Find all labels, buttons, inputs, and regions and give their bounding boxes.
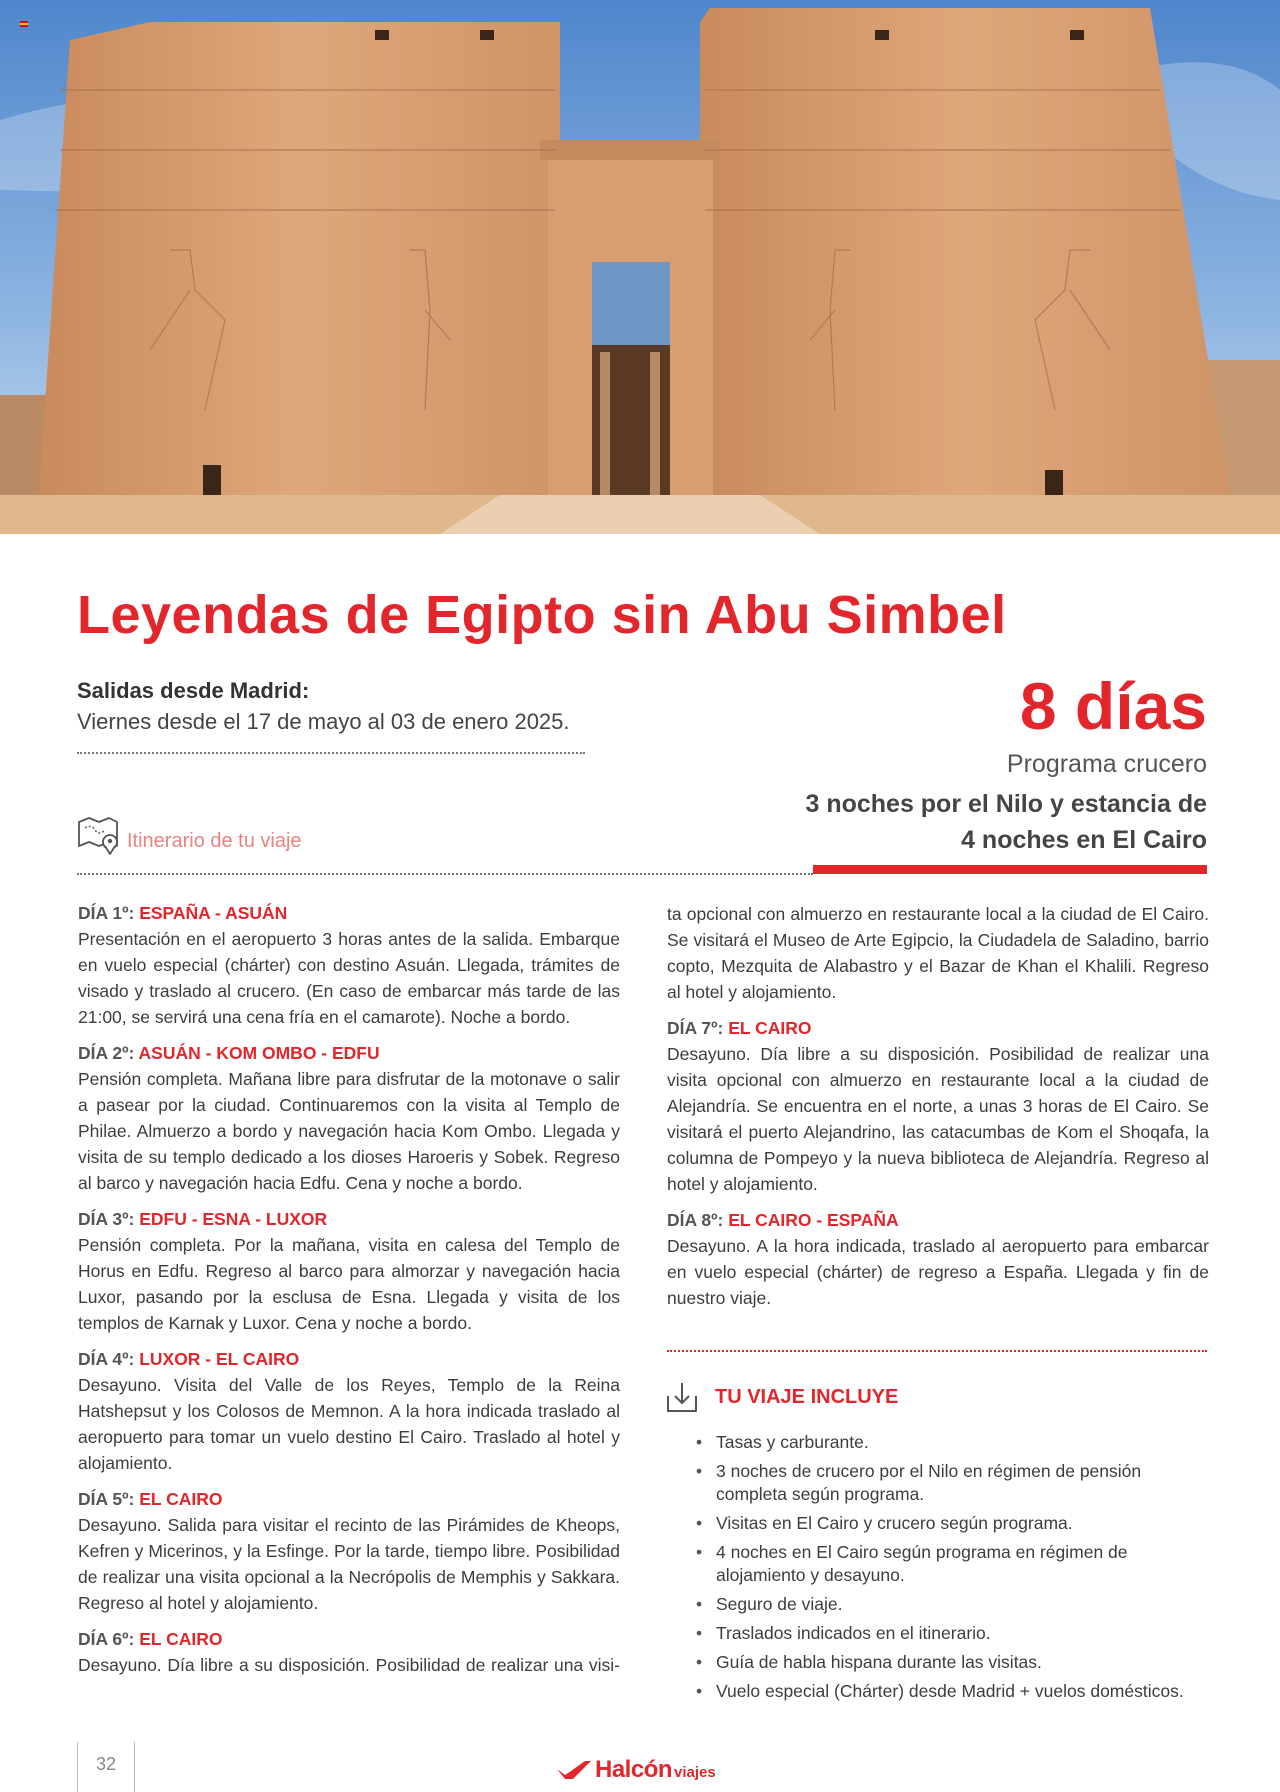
halcon-logo-icon — [555, 1759, 593, 1781]
day-label: DÍA 6º: — [78, 1629, 135, 1649]
program-detail — [805, 786, 1207, 858]
day-label: DÍA 8º: — [667, 1210, 724, 1230]
itinerary-day — [78, 1040, 620, 1196]
list-item: • Seguro de viaje. — [696, 1593, 1216, 1616]
itinerary-day — [78, 1626, 620, 1678]
brand-subtitle: viajes — [674, 1764, 716, 1781]
program-detail-line2: 4 noches en El Cairo — [961, 826, 1207, 854]
day-description: Pensión completa. Por la mañana, visita en calesa del Templo de Horus en Edfu. Regreso al barco para almorzar y navegación hacia Luxor, pasando por la esclusa de Esna. Llegada y visita de los templos de Karnak y Luxor. Cena y noche a bordo. — [78, 1235, 620, 1333]
spain-flag-icon — [20, 21, 28, 27]
program-type: Programa crucero — [1006, 750, 1207, 778]
itinerary-day — [78, 900, 620, 1030]
day-description: Desayuno. Visita del Valle de los Reyes, Templo de la Reina Hatshepsut y los Colosos de Memnon. A la hora indicada traslado al aeropuerto para tomar un vuelo destino El Cairo. Traslado al hotel y alojamiento. — [78, 1375, 620, 1473]
departures-text: Viernes desde el 17 de mayo al 03 de enero 2025. — [77, 709, 570, 734]
itinerary-day-continued — [667, 901, 1209, 1005]
brand-name: Halcón — [595, 1756, 673, 1783]
day-description: Desayuno. Día libre a su disposición. Posibilidad de realizar una visita opcional con almuerzo en restaurante local a la ciudad de Alejandría. Se encuentra en el norte, a unas 3 horas de El Cairo. Se visitará el puerto Alejandrino, las catacumbas de Kom el Shoqafa, la columna de Pompeyo y la nueva biblioteca de Alejandría. Regreso al hotel y alojamiento. — [667, 1044, 1209, 1194]
dotted-divider — [77, 873, 813, 875]
itinerary-day — [78, 1486, 620, 1616]
page-title: Leyendas de Egipto sin Abu Simbel — [77, 585, 1007, 645]
day-route: EL CAIRO — [728, 1018, 812, 1038]
day-route: EL CAIRO — [139, 1489, 223, 1509]
list-item: • Traslados indicados en el itinerario. — [696, 1622, 1216, 1645]
list-item: • 4 noches en El Cairo según programa en régimen de alojamiento y desayuno. — [696, 1541, 1216, 1587]
day-label: DÍA 3º: — [78, 1209, 135, 1229]
itinerary-day — [667, 1015, 1209, 1197]
day-description: Desayuno. Día libre a su disposición. Posibilidad de realizar una visi- — [78, 1655, 620, 1675]
day-label: DÍA 4º: — [78, 1349, 135, 1369]
temple-illustration — [0, 0, 1280, 534]
dotted-divider — [667, 1350, 1207, 1352]
itinerary-left-column — [78, 900, 620, 1688]
day-description: Desayuno. A la hora indicada, traslado al aeropuerto para embarcar en vuelo especial (chárter) de regreso a España. Llegada y fin de nuestro viaje. — [667, 1236, 1209, 1308]
day-route: ASUÁN - KOM OMBO - EDFU — [138, 1043, 380, 1063]
day-route: EDFU - ESNA - LUXOR — [139, 1209, 328, 1229]
day-route: EL CAIRO - ESPAÑA — [728, 1210, 899, 1230]
itinerary-label: Itinerario de tu viaje — [127, 829, 302, 852]
day-route: EL CAIRO — [139, 1629, 223, 1649]
departures-label: Salidas desde Madrid: — [77, 678, 310, 703]
list-item: • Guía de habla hispana durante las visitas. — [696, 1651, 1216, 1674]
includes-header — [665, 1380, 898, 1414]
map-pin-icon — [77, 816, 121, 856]
download-icon — [665, 1380, 699, 1414]
day-description: Presentación en el aeropuerto 3 horas antes de la salida. Embarque en vuelo especial (chárter) con destino Asuán. Llegada, trámites de visado y traslado al crucero. (En caso de embarcar más tarde de las 21:00, se servirá una cena fría en el camarote). Noche a bordo. — [78, 929, 620, 1027]
itinerary-right-column — [667, 901, 1209, 1321]
day-description: Pensión completa. Mañana libre para disfrutar de la motonave o salir a pasear por la ciudad. Continuaremos con la visita al Templo de Philae. Almuerzo a bordo y navegación hacia Kom Ombo. Llegada y visita de su templo dedicado a los dioses Haroeris y Sobek. Regreso al barco y navegación hacia Edfu. Cena y noche a bordo. — [78, 1069, 620, 1193]
itinerary-header — [77, 816, 302, 856]
day-label: DÍA 7º: — [667, 1018, 724, 1038]
day-route: LUXOR - EL CAIRO — [139, 1349, 300, 1369]
list-item: • Tasas y carburante. — [696, 1431, 1216, 1454]
includes-list — [696, 1431, 1216, 1709]
itinerary-day — [667, 1207, 1209, 1311]
day-route: ESPAÑA - ASUÁN — [139, 903, 288, 923]
list-item: • 3 noches de crucero por el Nilo en régimen de pensión completa según programa. — [696, 1460, 1216, 1506]
day-label: DÍA 2º: — [78, 1043, 135, 1063]
list-item: • Vuelo especial (Chárter) desde Madrid + vuelos domésticos. — [696, 1680, 1216, 1703]
itinerary-day — [78, 1206, 620, 1336]
page-number: 32 — [95, 1754, 117, 1774]
includes-title: TU VIAJE INCLUYE — [715, 1385, 899, 1408]
trip-duration: 8 días — [1019, 669, 1207, 743]
hero-image — [0, 0, 1280, 534]
itinerary-day — [78, 1346, 620, 1476]
dotted-divider — [77, 752, 585, 754]
list-item: • Visitas en El Cairo y crucero según programa. — [696, 1512, 1216, 1535]
day-description: ta opcional con almuerzo en restaurante local a la ciudad de El Cairo. Se visitará el Museo de Arte Egipcio, la Ciudadela de Saladino, barrio copto, Mezquita de Alabastro y el Bazar de Khan el Khalili. Regreso al hotel y alojamiento. — [667, 904, 1209, 1002]
day-label: DÍA 5º: — [78, 1489, 135, 1509]
day-label: DÍA 1º: — [78, 903, 135, 923]
brand-logo — [555, 1756, 716, 1784]
accent-bar — [813, 865, 1207, 874]
program-detail-line1: 3 noches por el Nilo y estancia de — [805, 790, 1207, 818]
day-description: Desayuno. Salida para visitar el recinto de las Pirámides de Kheops, Kefren y Micerinos, y la Esfinge. Por la tarde, tiempo libre. Posibilidad de realizar una visita opcional a la Necrópolis de Memphis y Sakkara. Regreso al hotel y alojamiento. — [78, 1515, 620, 1613]
